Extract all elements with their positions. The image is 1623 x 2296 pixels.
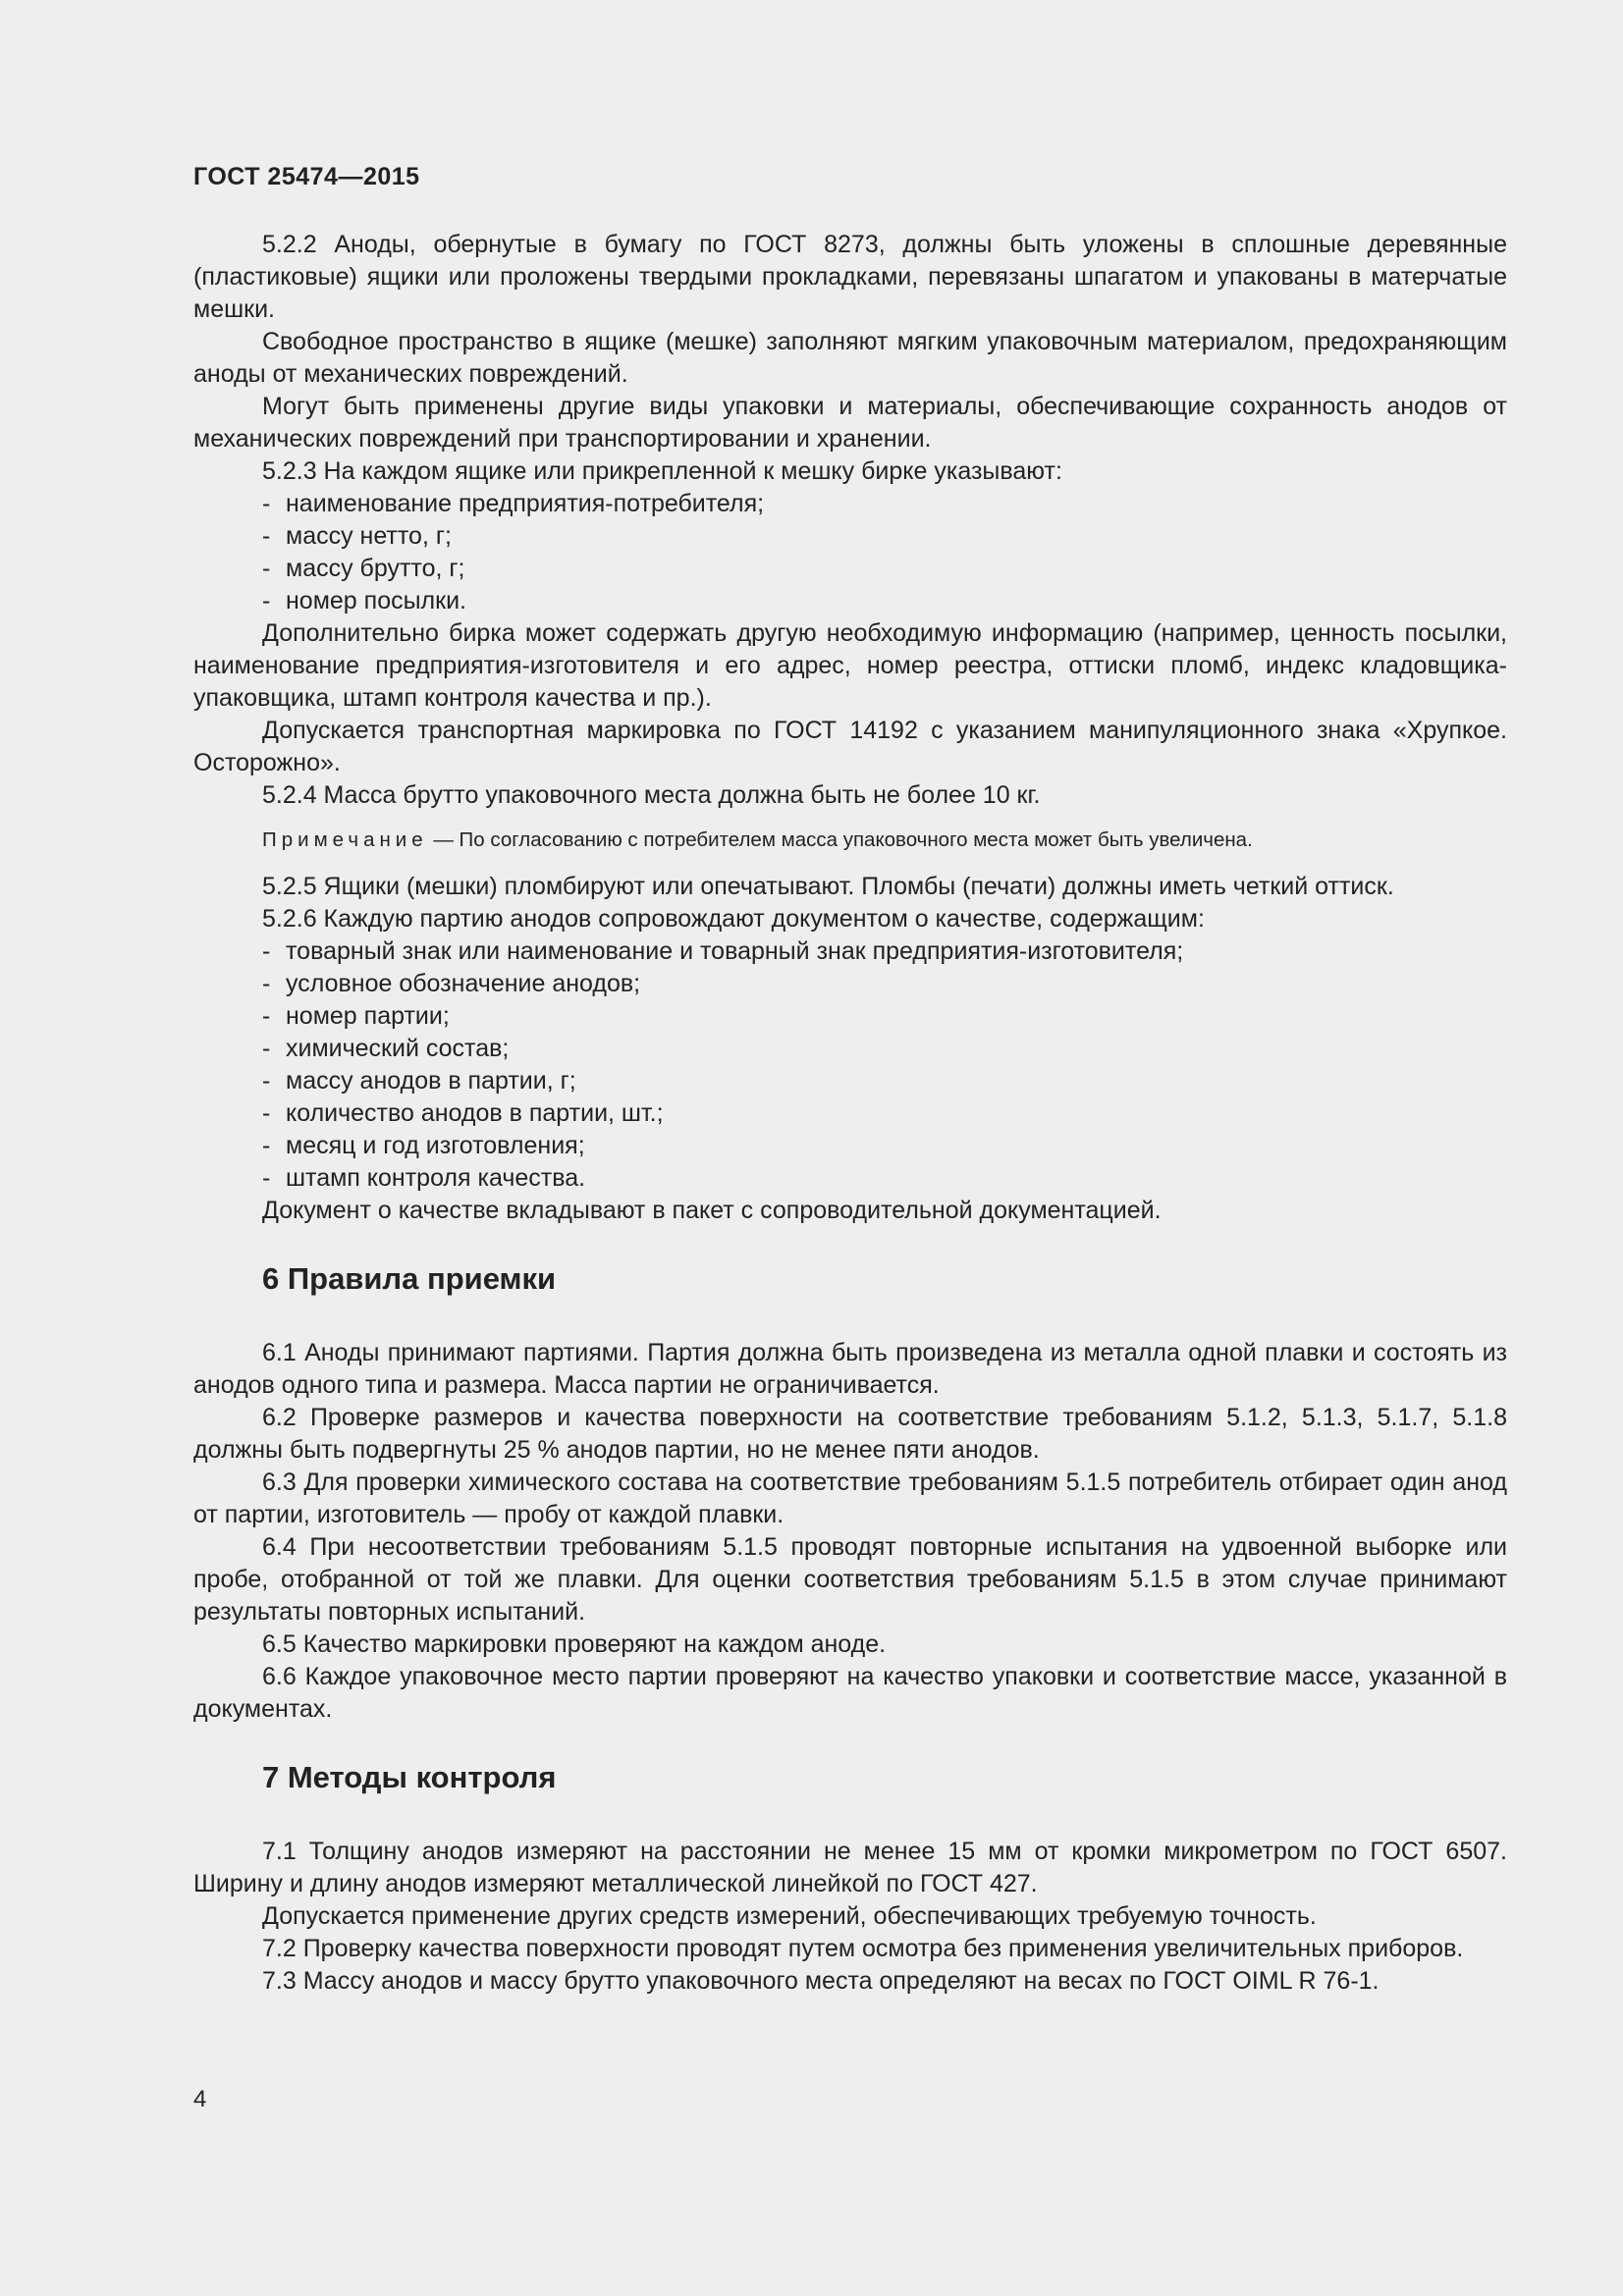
list-item: - массу нетто, г; <box>193 520 1507 553</box>
paragraph-5-2-2: 5.2.2 Аноды, обернутые в бумагу по ГОСТ 8273, должны быть уложены в сплошные деревянные (пластиковые) ящики или проложены твердыми прокладками, перевязаны шпагатом и упакованы в матерчатые мешки. <box>193 231 1507 323</box>
document-header: ГОСТ 25474—2015 <box>193 163 420 190</box>
section-heading-7: 7 Методы контроля <box>262 1760 557 1794</box>
document-body <box>193 229 1507 1998</box>
section-heading-6: 6 Правила приемки <box>262 1261 557 1296</box>
list-item: - штамп контроля качества. <box>193 1162 1507 1195</box>
paragraph-other-packaging: Могут быть применены другие виды упаковки и материалы, обеспечивающие сохранность анодов от механических повреждений при транспортировании и хранении. <box>193 393 1507 453</box>
paragraph-5-2-4: 5.2.4 Масса брутто упаковочного места должна быть не более 10 кг. <box>262 781 1041 809</box>
list-item: - номер партии; <box>193 1000 1507 1033</box>
note-text: — По согласованию с потребителем масса упаковочного места может быть увеличена. <box>427 828 1253 851</box>
list-item: - условное обозначение анодов; <box>193 968 1507 1000</box>
paragraph-6-5: 6.5 Качество маркировки проверяют на каждом аноде. <box>262 1630 887 1658</box>
list-item: - химический состав; <box>193 1033 1507 1065</box>
page-number: 4 <box>193 2086 207 2112</box>
paragraph-5-2-5: 5.2.5 Ящики (мешки) пломбируют или опечатывают. Пломбы (печати) должны иметь четкий оттиск. <box>262 873 1394 900</box>
note-label: Примечание <box>262 828 428 851</box>
list-item: - месяц и год изготовления; <box>193 1130 1507 1162</box>
paragraph-6-4: 6.4 При несоответствии требованиям 5.1.5 проводят повторные испытания на удвоенной выборке или пробе, отобранной от той же плавки. Для оценки соответствия требованиям 5.1.5 в этом случае принимают результаты повторных испытаний. <box>193 1533 1507 1626</box>
paragraph-6-2: 6.2 Проверке размеров и качества поверхности на соответствие требованиям 5.1.2, 5.1.3, 5.1.7, 5.1.8 должны быть подвергнуты 25 % анодов партии, но не менее пяти анодов. <box>193 1404 1507 1464</box>
list-item: - номер посылки. <box>193 585 1507 617</box>
note <box>193 826 1507 855</box>
paragraph-7-2: 7.2 Проверку качества поверхности проводят путем осмотра без применения увеличительных приборов. <box>262 1935 1464 1962</box>
list-item: - наименование предприятия-потребителя; <box>193 488 1507 520</box>
paragraph-6-6: 6.6 Каждое упаковочное место партии проверяют на качество упаковки и соответствие массе, указанной в документах. <box>193 1663 1507 1723</box>
list-item: - массу брутто, г; <box>193 553 1507 585</box>
paragraph-transport-marking: Допускается транспортная маркировка по ГОСТ 14192 с указанием манипуляционного знака «Хрупкое. Осторожно». <box>193 717 1507 776</box>
paragraph-quality-document: Документ о качестве вкладывают в пакет с сопроводительной документацией. <box>262 1197 1162 1224</box>
paragraph-free-space: Свободное пространство в ящике (мешке) заполняют мягким упаковочным материалом, предохраняющим аноды от механических повреждений. <box>193 328 1507 388</box>
list-item: - количество анодов в партии, шт.; <box>193 1097 1507 1130</box>
paragraph-6-1: 6.1 Аноды принимают партиями. Партия должна быть произведена из металла одной плавки и состоять из анодов одного типа и размера. Масса партии не ограничивается. <box>193 1339 1507 1399</box>
paragraph-5-2-3: 5.2.3 На каждом ящике или прикрепленной к мешку бирке указывают: <box>262 457 1062 485</box>
list-item: - массу анодов в партии, г; <box>193 1065 1507 1097</box>
list-item: - товарный знак или наименование и товарный знак предприятия-изготовителя; <box>193 935 1507 968</box>
document-page <box>193 0 1507 2296</box>
paragraph-6-3: 6.3 Для проверки химического состава на соответствие требованиям 5.1.5 потребитель отбирает один анод от партии, изготовитель — пробу от каждой плавки. <box>193 1468 1507 1528</box>
paragraph-5-2-6: 5.2.6 Каждую партию анодов сопровождают документом о качестве, содержащим: <box>262 905 1205 933</box>
paragraph-tag-extra: Дополнительно бирка может содержать другую необходимую информацию (например, ценность посылки, наименование предприятия-изготовителя и его адрес, номер реестра, оттиски пломб, индекс кладовщика-упаковщика, штамп контроля качества и пр.). <box>193 619 1507 712</box>
paragraph-7-3: 7.3 Массу анодов и массу брутто упаковочного места определяют на весах по ГОСТ OIML R 76-1. <box>262 1967 1380 1995</box>
paragraph-7-1: 7.1 Толщину анодов измеряют на расстоянии не менее 15 мм от кромки микрометром по ГОСТ 6507. Ширину и длину анодов измеряют металлической линейкой по ГОСТ 427. <box>193 1838 1507 1897</box>
paragraph-other-means: Допускается применение других средств измерений, обеспечивающих требуемую точность. <box>262 1902 1317 1930</box>
